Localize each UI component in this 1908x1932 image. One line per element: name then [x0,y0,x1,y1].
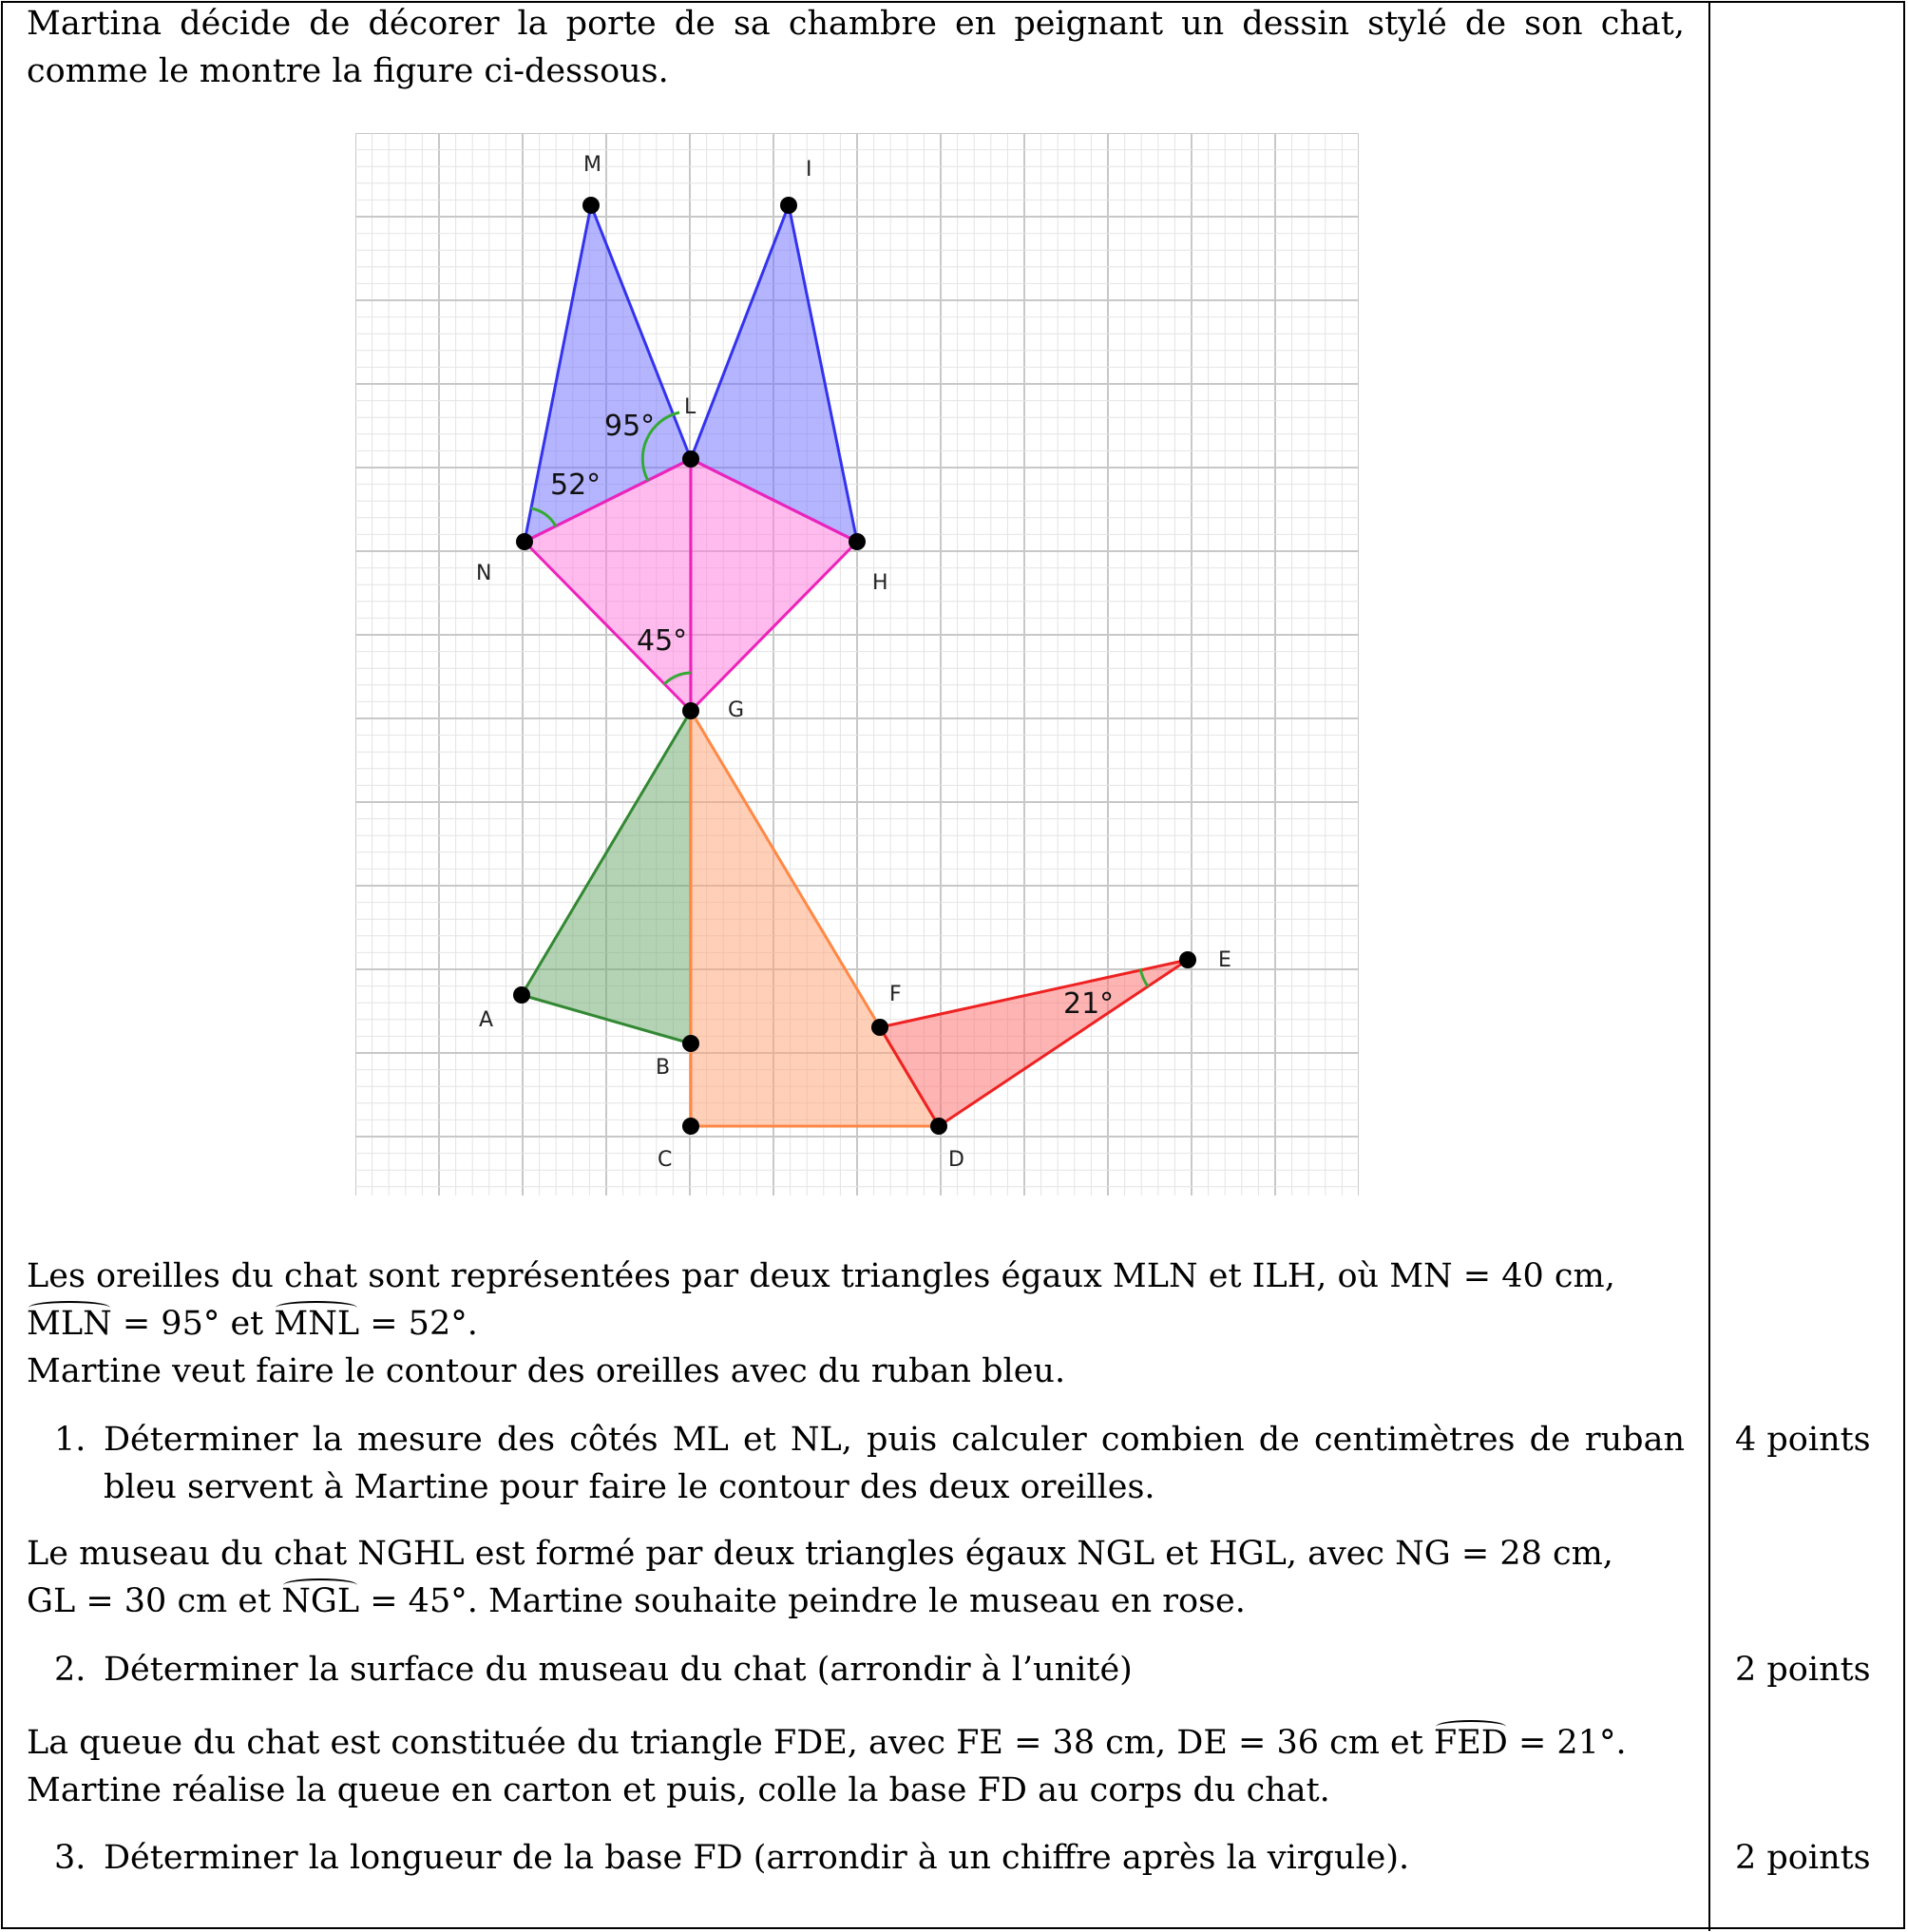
angle-label-mnl: 52° [550,469,601,502]
points-column-divider [1708,1,1710,1931]
ears-line1: Les oreilles du chat sont représentées par deux triangles égaux MLN et ILH, où MN = 40 cm, [27,1257,1615,1295]
muzzle-pre: GL = 30 cm et [27,1582,282,1620]
tail-pre: La queue du chat est constituée du triangle FDE, avec FE = 38 cm, DE = 36 cm et [27,1724,1434,1762]
point-b [682,1035,699,1052]
point-c [682,1118,699,1135]
angle-notation-mln: MLN [27,1300,112,1348]
muzzle-post: = 45°. Martine souhaite peindre le museau en rose. [359,1582,1246,1620]
intro-text: Martina décide de décorer la porte de sa chambre en peignant un dessin stylé de son chat, comme le montre la figure ci-dessous. [27,5,1685,90]
question-1-number: 1. [54,1421,86,1459]
angle-label-ngl: 45° [637,624,688,658]
ears-angle1-rest: = 95° et [111,1305,275,1343]
tail-paragraph [27,1719,1685,1814]
point-l [682,450,699,468]
point-g [682,702,699,719]
point-n [516,533,533,550]
point-e [1179,951,1196,968]
question-2-text: Déterminer la surface du museau du chat (arrondir à l’unité) [104,1651,1133,1689]
question-2-points: 2 points [1735,1651,1871,1689]
label-c: C [658,1148,673,1172]
label-a: A [479,1008,494,1032]
cat-figure [355,133,1359,1196]
angle-notation-fed: FED [1434,1719,1508,1767]
ears-line3: Martine veut faire le contour des oreilles avec du ruban bleu. [27,1352,1066,1390]
question-3-points: 2 points [1735,1839,1871,1877]
angle-label-fed: 21° [1063,987,1115,1021]
question-1-text: Déterminer la mesure des côtés ML et NL, puis calculer combien de centimètres de ruban bleu servent à Martine pour faire le contour des deux oreilles. [104,1421,1685,1506]
label-f: F [889,983,902,1006]
point-h [849,533,866,550]
label-m: M [583,153,601,177]
point-i [780,197,797,214]
label-g: G [728,698,745,722]
label-l: L [684,395,696,419]
angle-notation-ngl: NGL [281,1578,359,1625]
question-3-text: Déterminer la longueur de la base FD (arrondir à un chiffre après la virgule). [104,1839,1410,1877]
tail-line2: Martine réalise la queue en carton et puis, colle la base FD au corps du chat. [27,1771,1330,1809]
label-i: I [806,158,812,182]
angle-label-mln: 95° [604,410,656,443]
question-2-number: 2. [54,1651,86,1689]
point-a [513,986,530,1004]
ears-angle2-rest: = 52°. [359,1305,478,1343]
muzzle-paragraph [27,1530,1685,1625]
ears-paragraph [27,1253,1685,1395]
label-n: N [476,562,492,585]
point-f [871,1019,888,1036]
point-m [582,197,600,214]
muzzle-line1: Le museau du chat NGHL est formé par deux triangles égaux NGL et HGL, avec NG = 28 cm, [27,1535,1613,1573]
point-d [930,1118,947,1135]
tail-post: = 21°. [1507,1724,1627,1762]
angle-notation-mnl: MNL [274,1300,359,1348]
label-e: E [1218,948,1231,972]
question-1-points: 4 points [1735,1421,1871,1459]
label-h: H [872,571,888,595]
question-3-number: 3. [54,1839,86,1877]
label-b: B [656,1056,671,1080]
label-d: D [948,1148,964,1172]
